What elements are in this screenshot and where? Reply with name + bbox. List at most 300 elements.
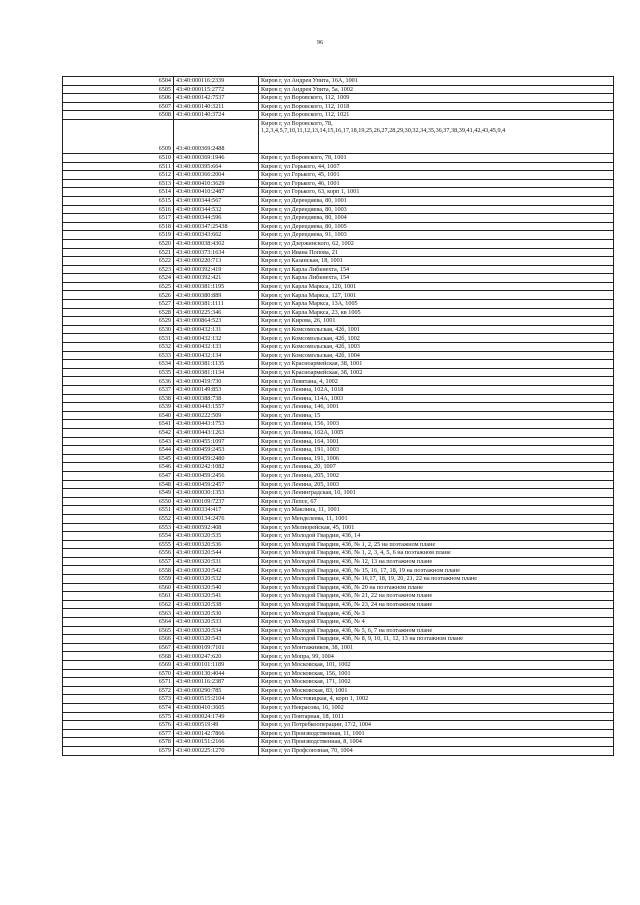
- table-row: [63, 437, 614, 446]
- cadastral-number-cell: 43:40:000320:544: [174, 549, 259, 558]
- cadastral-number-cell: 43:40:000320:530: [174, 609, 259, 618]
- row-number-cell: 6506: [63, 94, 174, 103]
- table-row: [63, 291, 614, 300]
- cadastral-number-cell: 43:40:000140:3211: [174, 102, 259, 111]
- table-row: [63, 111, 614, 120]
- cadastral-number-cell: 43:40:000381:1135: [174, 360, 259, 369]
- row-number-cell: 6528: [63, 308, 174, 317]
- cadastral-number-cell: 43:40:000459:2456: [174, 471, 259, 480]
- cadastral-number-cell: 43:40:000290:785: [174, 686, 259, 695]
- table-row: [63, 686, 614, 695]
- address-cell: Киров г, ул Московская, 171, 1002: [259, 678, 614, 687]
- row-number-cell: 6576: [63, 721, 174, 730]
- row-number-cell: 6549: [63, 489, 174, 498]
- cadastral-number-cell: 43:40:000116:2387: [174, 678, 259, 687]
- address-cell: Киров г, ул Ленина, 156, 1003: [259, 420, 614, 429]
- address-cell: Киров г, ул Молодой Гвардии, 43б, № 15, 16, 17, 18, 19 на поэтажном плане: [259, 566, 614, 575]
- address-cell: Киров г, ул Молодой Гвардии, 43б, № 1, 2, 25 на поэтажном плане: [259, 540, 614, 549]
- cadastral-number-cell: 43:40:000344:567: [174, 196, 259, 205]
- row-number-cell: 6527: [63, 300, 174, 309]
- table-row: [63, 394, 614, 403]
- cadastral-number-cell: 43:40:000347:25438: [174, 222, 259, 231]
- row-number-cell: 6536: [63, 377, 174, 386]
- cadastral-number-cell: 43:40:000130:4044: [174, 669, 259, 678]
- row-number-cell: 6540: [63, 411, 174, 420]
- table-row: [63, 214, 614, 223]
- row-number-cell: 6552: [63, 514, 174, 523]
- row-number-cell: 6514: [63, 188, 174, 197]
- row-number-cell: 6525: [63, 282, 174, 291]
- address-cell: Киров г, ул Левитана, 4, 1002: [259, 377, 614, 386]
- cadastral-number-cell: 43:40:000380:889: [174, 291, 259, 300]
- cadastral-number-cell: 43:40:000115:2772: [174, 85, 259, 94]
- row-number-cell: 6574: [63, 703, 174, 712]
- table-row: [63, 325, 614, 334]
- table-row: [63, 497, 614, 506]
- address-cell: [259, 119, 614, 153]
- table-row: [63, 428, 614, 437]
- cadastral-number-cell: 43:40:000369:1946: [174, 153, 259, 162]
- table-row: [63, 454, 614, 463]
- table-row: [63, 678, 614, 687]
- address-cell: Киров г, ул Ленина, 191, 1006: [259, 454, 614, 463]
- table-row: [63, 77, 614, 86]
- cadastral-number-cell: 43:40:000388:738: [174, 394, 259, 403]
- cadastral-number-cell: 43:40:000864:523: [174, 317, 259, 326]
- table-row: [63, 583, 614, 592]
- table-row: [63, 566, 614, 575]
- table-row: [63, 205, 614, 214]
- cadastral-number-cell: 43:40:000343:662: [174, 231, 259, 240]
- row-number-cell: 6519: [63, 231, 174, 240]
- row-number-cell: 6505: [63, 85, 174, 94]
- address-cell: Киров г, ул Дерендяева, 80, 1001: [259, 196, 614, 205]
- cadastral-number-cell: 43:40:000344:532: [174, 205, 259, 214]
- cadastral-number-cell: 43:40:000320:531: [174, 557, 259, 566]
- table-row: [63, 600, 614, 609]
- cadastral-number-cell: 43:40:000515:2104: [174, 695, 259, 704]
- address-cell: Киров г, ул Ленина, 114А, 1003: [259, 394, 614, 403]
- address-cell: Киров г, ул Производственная, 8, 1004: [259, 738, 614, 747]
- cadastral-number-cell: 43:40:000320:542: [174, 566, 259, 575]
- table-row: [63, 523, 614, 532]
- registry-table: [62, 76, 614, 756]
- table-row: [63, 652, 614, 661]
- cadastral-number-cell: 43:40:000320:538: [174, 600, 259, 609]
- row-number-cell: 6512: [63, 171, 174, 180]
- row-number-cell: 6575: [63, 712, 174, 721]
- cadastral-number-cell: 43:40:000432:131: [174, 325, 259, 334]
- table-row: [63, 618, 614, 627]
- table-row: [63, 188, 614, 197]
- address-cell: Киров г, ул Молодой Гвардии, 43б, № 5, 6, 7 на поэтажном плане: [259, 626, 614, 635]
- address-cell: Киров г, ул Ленина, 102А, 1018: [259, 386, 614, 395]
- row-number-cell: 6509: [63, 119, 174, 153]
- row-number-cell: 6520: [63, 239, 174, 248]
- address-cell: Киров г, ул Красноармейская, 38, 1001: [259, 360, 614, 369]
- cadastral-number-cell: 43:40:000320:536: [174, 540, 259, 549]
- row-number-cell: 6578: [63, 738, 174, 747]
- row-number-cell: 6568: [63, 652, 174, 661]
- address-cell: Киров г, ул Московская, 156, 1001: [259, 669, 614, 678]
- table-row: [63, 274, 614, 283]
- row-number-cell: 6543: [63, 437, 174, 446]
- table-row: [63, 153, 614, 162]
- address-cell: Киров г, ул Воровского, 112, 1018: [259, 102, 614, 111]
- table-row: [63, 420, 614, 429]
- address-cell: Киров г, ул Красноармейская, 38, 1002: [259, 368, 614, 377]
- table-row: [63, 171, 614, 180]
- cadastral-number-cell: 43:40:000109:7101: [174, 643, 259, 652]
- row-number-cell: 6554: [63, 532, 174, 541]
- row-number-cell: 6535: [63, 368, 174, 377]
- row-number-cell: 6526: [63, 291, 174, 300]
- table-row: [63, 703, 614, 712]
- row-number-cell: 6538: [63, 394, 174, 403]
- address-cell: Киров г, ул Горького, 45, 1001: [259, 171, 614, 180]
- row-number-cell: 6565: [63, 626, 174, 635]
- row-number-cell: 6555: [63, 540, 174, 549]
- row-number-cell: 6562: [63, 600, 174, 609]
- cadastral-number-cell: 43:40:000222:509: [174, 411, 259, 420]
- cadastral-number-cell: 43:40:000410:2487: [174, 188, 259, 197]
- table-row: [63, 257, 614, 266]
- table-row: [63, 300, 614, 309]
- row-number-cell: 6550: [63, 497, 174, 506]
- row-number-cell: 6531: [63, 334, 174, 343]
- table-row: [63, 94, 614, 103]
- table-row: [63, 729, 614, 738]
- table-row: [63, 532, 614, 541]
- row-number-cell: 6515: [63, 196, 174, 205]
- address-cell: Киров г, ул Мелиорейская, 45, 1001: [259, 523, 614, 532]
- cadastral-number-cell: 43:40:000381:1111: [174, 300, 259, 309]
- address-cell: Киров г, ул Карла Маркса, 127, 1001: [259, 291, 614, 300]
- cadastral-number-cell: 43:40:000410:3605: [174, 703, 259, 712]
- table-row: [63, 738, 614, 747]
- address-cell: Киров г, ул Казанская, 18, 1001: [259, 257, 614, 266]
- address-cell: Киров г, ул Ленина, 146, 1001: [259, 403, 614, 412]
- cadastral-number-cell: 43:40:000419:730: [174, 377, 259, 386]
- address-cell: Киров г, ул Повтарная, 18, 1011: [259, 712, 614, 721]
- cadastral-number-cell: 43:40:000381:1195: [174, 282, 259, 291]
- table-row: [63, 635, 614, 644]
- table-row: [63, 557, 614, 566]
- cadastral-number-cell: 43:40:000369:2488: [174, 119, 259, 153]
- table-row: [63, 386, 614, 395]
- cadastral-number-cell: 43:40:000410:3629: [174, 179, 259, 188]
- row-number-cell: 6551: [63, 506, 174, 515]
- cadastral-number-cell: 43:40:000220:713: [174, 257, 259, 266]
- row-number-cell: 6516: [63, 205, 174, 214]
- cadastral-number-cell: 43:40:000459:2453: [174, 446, 259, 455]
- cadastral-number-cell: 43:40:000443:1557: [174, 403, 259, 412]
- row-number-cell: 6577: [63, 729, 174, 738]
- registry-table-body: [63, 77, 614, 756]
- table-row: [63, 643, 614, 652]
- address-cell: Киров г, ул Молодой Гвардии, 43б, № 21, 22 на поэтажном плане: [259, 592, 614, 601]
- row-number-cell: 6532: [63, 343, 174, 352]
- table-row: [63, 549, 614, 558]
- row-number-cell: 6508: [63, 111, 174, 120]
- address-cell: Киров г, ул Андрея Упита, 5а, 1002: [259, 85, 614, 94]
- address-cell: Киров г, ул Менделеева, 11, 1001: [259, 514, 614, 523]
- table-row: [63, 317, 614, 326]
- table-row: [63, 506, 614, 515]
- row-number-cell: 6521: [63, 248, 174, 257]
- table-row: [63, 334, 614, 343]
- row-number-cell: 6529: [63, 317, 174, 326]
- address-cell: Киров г, ул Молодой Гвардии, 43б, № 3: [259, 609, 614, 618]
- row-number-cell: 6548: [63, 480, 174, 489]
- table-row: [63, 239, 614, 248]
- row-number-cell: 6547: [63, 471, 174, 480]
- row-number-cell: 6523: [63, 265, 174, 274]
- address-cell: Киров г, ул Потребкооперации, 17/2, 1004: [259, 721, 614, 730]
- row-number-cell: 6524: [63, 274, 174, 283]
- cadastral-number-cell: 43:40:000459:2480: [174, 454, 259, 463]
- table-row: [63, 85, 614, 94]
- row-number-cell: 6537: [63, 386, 174, 395]
- address-line: Киров г, ул Воровского, 78,: [261, 119, 333, 127]
- address-cell: Киров г, ул Молодой Гвардии, 43б, № 4: [259, 618, 614, 627]
- address-cell: Киров г, ул Молодой Гвардии, 43б, № 20 на поэтажном плане: [259, 583, 614, 592]
- row-number-cell: 6566: [63, 635, 174, 644]
- address-cell: Киров г, ул Мостовицкая, 4, корп 1, 1002: [259, 695, 614, 704]
- cadastral-number-cell: 43:40:000101:1189: [174, 661, 259, 670]
- table-row: [63, 377, 614, 386]
- row-number-cell: 6534: [63, 360, 174, 369]
- row-number-cell: 6539: [63, 403, 174, 412]
- row-number-cell: 6546: [63, 463, 174, 472]
- address-cell: Киров г, ул Дерендяева, 80, 1005: [259, 222, 614, 231]
- row-number-cell: 6510: [63, 153, 174, 162]
- cadastral-number-cell: 43:40:000030:1353: [174, 489, 259, 498]
- table-row: [63, 351, 614, 360]
- table-row: [63, 463, 614, 472]
- cadastral-number-cell: 43:40:000142:7537: [174, 94, 259, 103]
- row-number-cell: 6573: [63, 695, 174, 704]
- address-cell: Киров г, ул Ленина, 205, 1002: [259, 471, 614, 480]
- table-row: [63, 669, 614, 678]
- address-line-continued: 1,2,3,4,5,7,10,11,12,13,14,15,16,17,18,19,25,26,27,28,29,30,32,34,35,36,37,38,39,41,42,43,45,9,4: [261, 126, 506, 134]
- row-number-cell: 6533: [63, 351, 174, 360]
- address-cell: Киров г, ул Карла Либкнехта, 154: [259, 274, 614, 283]
- address-cell: Киров г, ул Молодой Гвардии, 43б, 14: [259, 532, 614, 541]
- row-number-cell: 6571: [63, 678, 174, 687]
- address-cell: Киров г, ул Монтажников, 38, 1001: [259, 643, 614, 652]
- row-number-cell: 6556: [63, 549, 174, 558]
- table-row: [63, 471, 614, 480]
- table-row: [63, 368, 614, 377]
- address-cell: Киров г, ул Дерендяева, 80, 1004: [259, 214, 614, 223]
- address-cell: Киров г, ул Комсомольская, 42б, 1004: [259, 351, 614, 360]
- table-row: [63, 489, 614, 498]
- cadastral-number-cell: 43:40:000038:4302: [174, 239, 259, 248]
- table-row: [63, 222, 614, 231]
- address-cell: Киров г, ул Карла Либкнехта, 154: [259, 265, 614, 274]
- row-number-cell: 6517: [63, 214, 174, 223]
- cadastral-number-cell: 43:40:000392:419: [174, 265, 259, 274]
- cadastral-number-cell: 43:40:000134:2476: [174, 514, 259, 523]
- address-cell: Киров г, ул Воровского, 112, 1009: [259, 94, 614, 103]
- table-row: [63, 746, 614, 755]
- table-row: [63, 411, 614, 420]
- row-number-cell: 6560: [63, 583, 174, 592]
- table-row: [63, 609, 614, 618]
- cadastral-number-cell: 43:40:000395:664: [174, 162, 259, 171]
- cadastral-number-cell: 43:40:000151:2166: [174, 738, 259, 747]
- row-number-cell: 6541: [63, 420, 174, 429]
- address-cell: Киров г, ул Горького, 44, 1007: [259, 162, 614, 171]
- row-number-cell: 6564: [63, 618, 174, 627]
- address-cell: Киров г, ул Молодой Гвардии, 43б, № 8, 9, 10, 11, 12, 13 на поэтажном плане: [259, 635, 614, 644]
- row-number-cell: 6518: [63, 222, 174, 231]
- cadastral-number-cell: 43:40:000443:1753: [174, 420, 259, 429]
- row-number-cell: 6513: [63, 179, 174, 188]
- cadastral-number-cell: 43:40:000432:133: [174, 343, 259, 352]
- cadastral-number-cell: 43:40:000116:2339: [174, 77, 259, 86]
- address-cell: Киров г, ул Воровского, 112, 1021: [259, 111, 614, 120]
- table-row: [63, 282, 614, 291]
- address-cell: Киров г, ул Горького, 46, 1001: [259, 179, 614, 188]
- cadastral-number-cell: 43:40:000320:532: [174, 575, 259, 584]
- address-cell: Киров г, ул Ленина, 15: [259, 411, 614, 420]
- row-number-cell: 6542: [63, 428, 174, 437]
- cadastral-number-cell: 43:40:000320:541: [174, 592, 259, 601]
- address-cell: Киров г, ул Воровского, 78, 1001: [259, 153, 614, 162]
- row-number-cell: 6530: [63, 325, 174, 334]
- address-cell: Киров г, ул Ленина, 20, 1007: [259, 463, 614, 472]
- address-cell: Киров г, ул Андрея Упита, 16А, 1001: [259, 77, 614, 86]
- table-row: [63, 102, 614, 111]
- address-cell: Киров г, ул Комсомольская, 42б, 1002: [259, 334, 614, 343]
- address-cell: Киров г, ул Молодой Гвардии, 43б, № 12, 13 на поэтажном плане: [259, 557, 614, 566]
- cadastral-number-cell: 43:40:000320:534: [174, 626, 259, 635]
- address-cell: Киров г, ул Ленина, 164, 1001: [259, 437, 614, 446]
- cadastral-number-cell: 43:40:000320:543: [174, 635, 259, 644]
- cadastral-number-cell: 43:40:000142:7866: [174, 729, 259, 738]
- cadastral-number-cell: 43:40:000455:1097: [174, 437, 259, 446]
- cadastral-number-cell: 43:40:000443:1263: [174, 428, 259, 437]
- address-cell: Киров г, ул Ленина, 205, 1003: [259, 480, 614, 489]
- address-cell: Киров г, ул Горького, 63, корп 1, 1001: [259, 188, 614, 197]
- address-cell: Киров г, ул Профсоюзная, 70, 1004: [259, 746, 614, 755]
- row-number-cell: 6570: [63, 669, 174, 678]
- address-cell: Киров г, ул Молодой Гвардии, 43б, № 16,17, 18, 19, 20, 21, 22 на поэтажном плане: [259, 575, 614, 584]
- table-row: [63, 540, 614, 549]
- row-number-cell: 6557: [63, 557, 174, 566]
- cadastral-number-cell: 43:40:000149:853: [174, 386, 259, 395]
- cadastral-number-cell: 43:40:000320:540: [174, 583, 259, 592]
- address-cell: Киров г, ул Комсомольская, 42б, 1003: [259, 343, 614, 352]
- address-cell: Киров г, ул Дерендяева, 80, 1003: [259, 205, 614, 214]
- table-row: [63, 592, 614, 601]
- row-number-cell: 6572: [63, 686, 174, 695]
- table-row: [63, 661, 614, 670]
- address-cell: Киров г, ул Молодой Гвардии, 43б, № 1, 2, 3, 4, 5, 6 на поэтажном плане: [259, 549, 614, 558]
- table-row: [63, 721, 614, 730]
- table-row: [63, 695, 614, 704]
- table-row: [63, 196, 614, 205]
- cadastral-number-cell: 43:40:000320:533: [174, 618, 259, 627]
- address-cell: Киров г, ул Мопра, 99, 1004: [259, 652, 614, 661]
- cadastral-number-cell: 43:40:000225:346: [174, 308, 259, 317]
- cadastral-number-cell: 43:40:000140:3724: [174, 111, 259, 120]
- page-number: 96: [317, 40, 323, 46]
- cadastral-number-cell: 43:40:000247:620: [174, 652, 259, 661]
- row-number-cell: 6522: [63, 257, 174, 266]
- table-row: [63, 403, 614, 412]
- table-row: [63, 119, 614, 153]
- address-cell: Киров г, ул Московская, 101, 1002: [259, 661, 614, 670]
- row-number-cell: 6561: [63, 592, 174, 601]
- table-row: [63, 248, 614, 257]
- address-cell: Киров г, ул Молодой Гвардии, 43б, № 23, 24 на поэтажном плане: [259, 600, 614, 609]
- address-cell: Киров г, ул Ленина, 191, 1003: [259, 446, 614, 455]
- address-cell: Киров г, ул Ленинградская, 10, 1001: [259, 489, 614, 498]
- row-number-cell: 6511: [63, 162, 174, 171]
- row-number-cell: 6559: [63, 575, 174, 584]
- cadastral-number-cell: 43:40:000432:132: [174, 334, 259, 343]
- table-row: [63, 265, 614, 274]
- row-number-cell: 6545: [63, 454, 174, 463]
- address-cell: Киров г, ул Комсомольская, 42б, 1001: [259, 325, 614, 334]
- table-row: [63, 626, 614, 635]
- cadastral-number-cell: 43:40:000459:2457: [174, 480, 259, 489]
- row-number-cell: 6563: [63, 609, 174, 618]
- row-number-cell: 6569: [63, 661, 174, 670]
- cadastral-number-cell: 43:40:000024:1749: [174, 712, 259, 721]
- table-row: [63, 480, 614, 489]
- cadastral-number-cell: 43:40:000366:2004: [174, 171, 259, 180]
- cadastral-number-cell: 43:40:000519:49: [174, 721, 259, 730]
- address-cell: Киров г, ул Лепсе, 67: [259, 497, 614, 506]
- row-number-cell: 6558: [63, 566, 174, 575]
- address-cell: Киров г, ул Дерендяева, 91, 1003: [259, 231, 614, 240]
- address-cell: Киров г, ул Карла Маркса, 13А, 1005: [259, 300, 614, 309]
- cadastral-number-cell: 43:40:000344:596: [174, 214, 259, 223]
- address-cell: Киров г, ул Маклина, 11, 1001: [259, 506, 614, 515]
- address-cell: Киров г, ул Дзержинского, 62, 1002: [259, 239, 614, 248]
- address-cell: Киров г, ул Ленина, 162А, 1005: [259, 428, 614, 437]
- address-cell: Киров г, ул Некрасова, 16, 1002: [259, 703, 614, 712]
- table-row: [63, 575, 614, 584]
- table-row: [63, 360, 614, 369]
- cadastral-number-cell: 43:40:000373:1634: [174, 248, 259, 257]
- table-row: [63, 179, 614, 188]
- row-number-cell: 6507: [63, 102, 174, 111]
- table-row: [63, 308, 614, 317]
- table-row: [63, 162, 614, 171]
- cadastral-number-cell: 43:40:000334:417: [174, 506, 259, 515]
- row-number-cell: 6567: [63, 643, 174, 652]
- row-number-cell: 6544: [63, 446, 174, 455]
- address-cell: Киров г, ул Ивана Попова, 21: [259, 248, 614, 257]
- address-cell: Киров г, ул Кирова, 26, 1001: [259, 317, 614, 326]
- cadastral-number-cell: 43:40:000225:1270: [174, 746, 259, 755]
- table-row: [63, 343, 614, 352]
- row-number-cell: 6504: [63, 77, 174, 86]
- table-row: [63, 712, 614, 721]
- cadastral-number-cell: 43:40:000392:421: [174, 274, 259, 283]
- cadastral-number-cell: 43:40:000432:134: [174, 351, 259, 360]
- cadastral-number-cell: 43:40:000381:1134: [174, 368, 259, 377]
- row-number-cell: 6553: [63, 523, 174, 532]
- address-cell: Киров г, ул Московская, 83, 1001: [259, 686, 614, 695]
- cadastral-number-cell: 43:40:000109:7237: [174, 497, 259, 506]
- table-row: [63, 514, 614, 523]
